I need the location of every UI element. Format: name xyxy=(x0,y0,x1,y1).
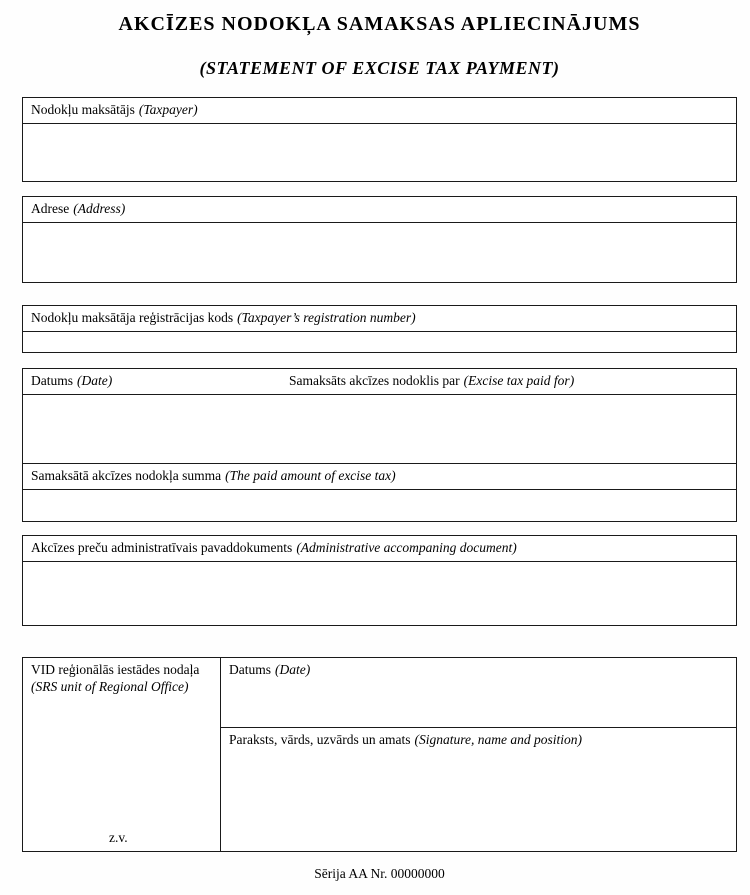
seal-label: z.v. xyxy=(109,830,128,845)
registration-code-label-en: (Taxpayer’s registration number) xyxy=(237,310,416,325)
date-paid-for-label-row xyxy=(23,369,736,395)
series-number: Sērija AA Nr. 00000000 xyxy=(314,866,445,881)
document-title: AKCĪZES NODOKĻA SAMAKSAS APLIECINĀJUMS xyxy=(118,13,641,35)
srs-unit-label-en: (SRS unit of Regional Office) xyxy=(31,679,189,694)
accompanying-document-box xyxy=(22,535,737,626)
signature-label-en: (Signature, name and position) xyxy=(414,732,582,747)
paid-for-label xyxy=(289,372,574,390)
approval-date-label-en: (Date) xyxy=(275,662,311,677)
taxpayer-entry-area xyxy=(23,124,736,182)
registration-code-label-lv: Nodokļu maksātāja reģistrācijas kods xyxy=(31,310,234,325)
approval-table xyxy=(22,657,737,852)
address-label-lv: Adrese xyxy=(31,201,70,216)
srs-unit-label-lv: VID reģionālās iestādes nodaļa xyxy=(31,662,200,677)
accompanying-document-label xyxy=(23,536,736,562)
signature-label-lv: Paraksts, vārds, uzvārds un amats xyxy=(229,732,411,747)
srs-unit-cell xyxy=(23,658,221,851)
paid-amount-label-lv: Samaksātā akcīzes nodokļa summa xyxy=(31,468,222,483)
registration-code-box xyxy=(22,305,737,353)
paid-amount-box xyxy=(22,463,737,522)
accompanying-document-label-en: (Administrative accompaning document) xyxy=(296,540,517,555)
address-label-en: (Address) xyxy=(73,201,126,216)
taxpayer-label-lv: Nodokļu maksātājs xyxy=(31,102,135,117)
taxpayer-box xyxy=(22,97,737,182)
paid-for-label-en: (Excise tax paid for) xyxy=(463,373,575,388)
address-label xyxy=(23,197,736,223)
address-box xyxy=(22,196,737,283)
date-label-en: (Date) xyxy=(77,373,113,388)
paid-amount-label xyxy=(23,464,736,490)
approval-right-column xyxy=(221,658,736,851)
date-label-lv: Datums xyxy=(31,373,73,388)
approval-date-label-lv: Datums xyxy=(229,662,271,677)
document-subtitle: (STATEMENT OF EXCISE TAX PAYMENT) xyxy=(199,58,560,78)
taxpayer-label-en: (Taxpayer) xyxy=(138,102,198,117)
approval-date-cell xyxy=(221,658,736,728)
paid-for-label-lv: Samaksāts akcīzes nodoklis par xyxy=(289,373,460,388)
accompanying-document-label-lv: Akcīzes preču administratīvais pavaddokuments xyxy=(31,540,293,555)
registration-code-label xyxy=(23,306,736,332)
signature-cell xyxy=(221,728,736,851)
taxpayer-label xyxy=(23,98,736,124)
paid-amount-label-en: (The paid amount of excise tax) xyxy=(225,468,396,483)
date-paid-for-box xyxy=(22,368,737,464)
